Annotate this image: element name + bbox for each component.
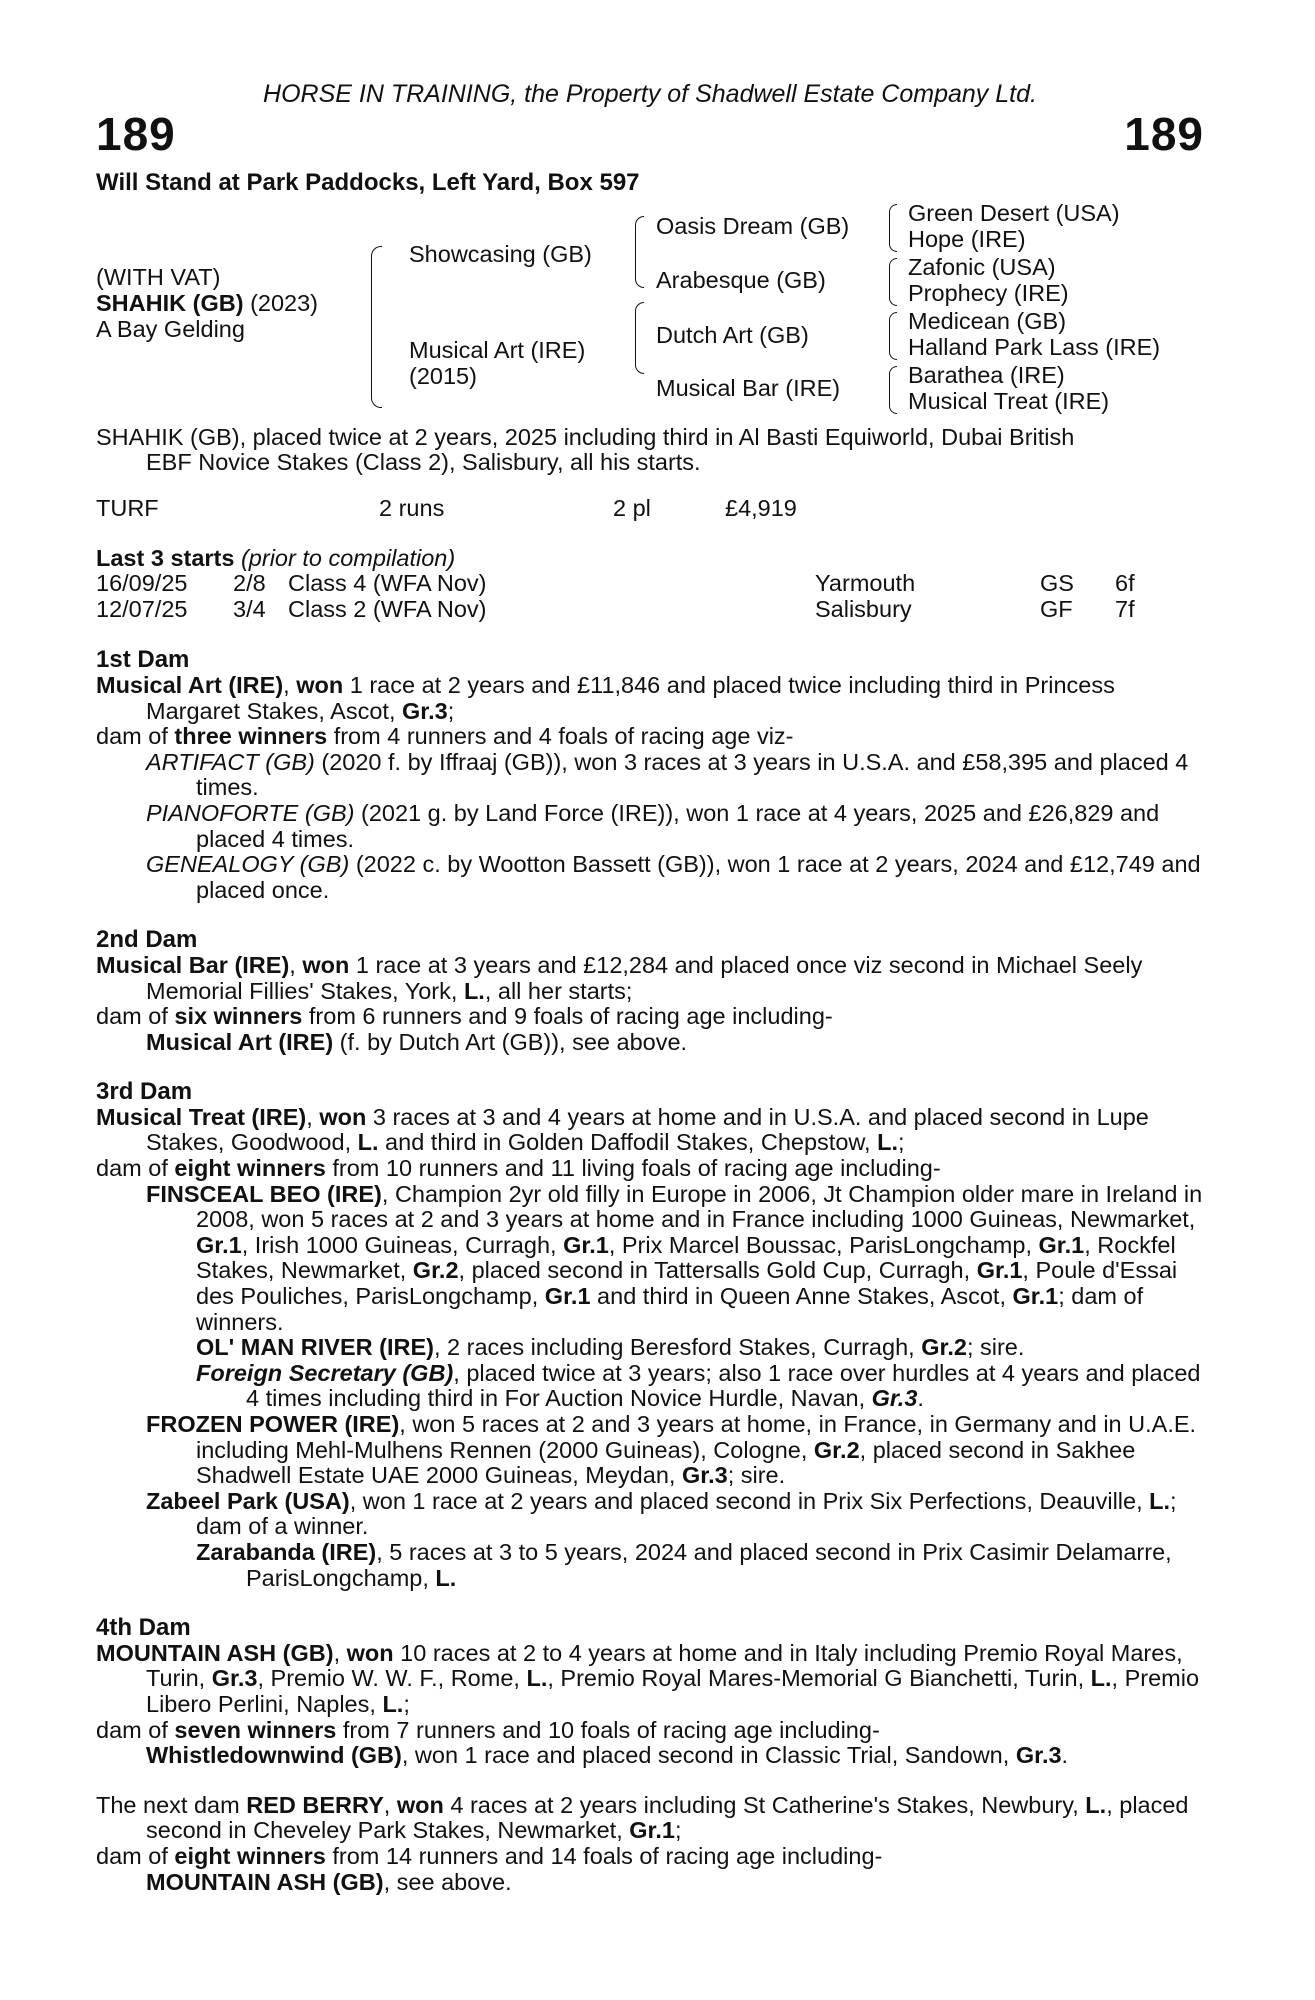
progeny-name: GENEALOGY (GB) <box>146 851 350 878</box>
stand-location: Will Stand at Park Paddocks, Left Yard, Box 597 <box>96 169 640 196</box>
start-class: Class 4 (WFA Nov) <box>288 570 487 597</box>
third-dam-heading: 3rd Dam <box>96 1078 193 1106</box>
start-course: Yarmouth <box>815 570 916 597</box>
progeny-name: OL' MAN RIVER (IRE) <box>196 1334 434 1361</box>
progeny-text: , placed second in Sakhee Shadwell Estate UAE 2000 Guineas, Meydan, <box>196 1436 1136 1489</box>
start-date: 12/07/25 <box>96 596 188 623</box>
progeny-entry <box>96 1489 1204 1540</box>
record-placed: 2 pl <box>613 494 651 521</box>
produce-text: from 14 runners and 14 foals of racing age including- <box>325 1842 883 1869</box>
produce-text: dam of <box>96 1155 175 1182</box>
listed-label: L. <box>357 1129 379 1156</box>
progeny-name: PIANOFORTE (GB) <box>146 799 355 826</box>
grade-label: Gr.3 <box>871 1385 918 1412</box>
record-text: , Premio Libero Perlini, Naples, <box>146 1665 1200 1717</box>
sire: Showcasing (GB) <box>409 240 592 267</box>
grade-label: Gr.1 <box>563 1231 609 1258</box>
progeny-text: , 2 races including Beresford Stakes, Curragh, <box>433 1334 922 1361</box>
dam-name: MOUNTAIN ASH (GB) <box>96 1639 334 1666</box>
record-text: ; <box>675 1817 682 1844</box>
fourth-dam-section <box>96 1615 1204 1769</box>
grade-label: Gr.1 <box>976 1257 1023 1284</box>
progeny-text: and third in Queen Anne Stakes, Ascot, <box>590 1283 1013 1310</box>
grade-label: Gr.2 <box>921 1334 967 1361</box>
dam-year: (2015) <box>409 362 477 389</box>
winners-count: six winners <box>174 1003 303 1030</box>
g-brace-1 <box>889 204 897 252</box>
grade-label: Gr.3 <box>402 697 448 724</box>
progeny-name: MOUNTAIN ASH (GB) <box>146 1868 384 1895</box>
progeny-entry <box>96 1870 1204 1896</box>
produce-text: dam of <box>96 1842 175 1869</box>
produce-text: dam of <box>96 1003 175 1030</box>
vat-note: (WITH VAT) <box>96 263 221 290</box>
progeny-entry <box>96 1030 1204 1056</box>
g-brace-3 <box>889 312 897 360</box>
grade-label: Gr.1 <box>629 1817 675 1844</box>
listed-label: L. <box>877 1129 899 1156</box>
dam-name: RED BERRY <box>246 1791 384 1818</box>
listed-label: L. <box>1090 1665 1112 1692</box>
progeny-name: FINSCEAL BEO (IRE) <box>146 1180 382 1207</box>
summary-line-2: EBF Novice Stakes (Class 2), Salisbury, all his starts. <box>146 449 701 476</box>
record-earnings: £4,919 <box>725 494 797 521</box>
granddam-line-6: Halland Park Lass (IRE) <box>908 333 1161 360</box>
progeny-name: Musical Art (IRE) <box>146 1028 334 1055</box>
winners-count: eight winners <box>174 1842 326 1869</box>
last-starts-note: (prior to compilation) <box>240 544 456 571</box>
second-dam-produce-line <box>96 1004 1204 1030</box>
horse-summary <box>96 425 1204 476</box>
g-brace-2 <box>889 258 897 306</box>
first-dam-section <box>96 647 1204 903</box>
lot-number-row <box>96 108 1204 160</box>
race-record <box>96 496 1204 522</box>
record-text: , Premio W. W. F., Rome, <box>257 1665 527 1692</box>
progeny-text: (f. by Dutch Art (GB)), see above. <box>333 1028 688 1055</box>
next-dam-produce-line <box>96 1844 1204 1870</box>
next-dam-section <box>96 1793 1204 1895</box>
progeny-text: . <box>1061 1742 1069 1769</box>
progeny-text: ; sire. <box>727 1462 786 1489</box>
grade-label: Gr.3 <box>681 1462 728 1489</box>
progeny-text: (2020 f. by Iffraaj (GB)), won 3 races at 3 years in U.S.A. and £58,395 and placed 4 times. <box>196 748 1189 801</box>
third-dam-produce-line <box>96 1156 1204 1182</box>
grade-label: Gr.1 <box>196 1231 242 1258</box>
progeny-text: , Champion 2yr old filly in Europe in 2006, Jt Champion older mare in Ireland in 2008, won 5 races at 2 and 3 years at home and in France including 1000 Guineas, Newmarket, <box>196 1180 1203 1233</box>
start-going: GF <box>1040 596 1073 623</box>
produce-text: from 6 runners and 9 foals of racing age including- <box>302 1003 833 1030</box>
horse-year: (2023) <box>250 289 318 316</box>
record-surface: TURF <box>96 494 159 521</box>
progeny-name: Whistledownwind (GB) <box>146 1742 402 1769</box>
progeny-text: , Irish 1000 Guineas, Curragh, <box>241 1231 564 1258</box>
winners-count: seven winners <box>174 1716 337 1743</box>
last-start-row <box>96 597 1204 623</box>
listed-label: L. <box>1149 1487 1171 1514</box>
second-dam-heading: 2nd Dam <box>96 926 198 954</box>
granddam-line-8: Musical Treat (IRE) <box>908 387 1110 414</box>
third-dam-record: Musical Treat (IRE), won 3 races at 3 and 4 years at home and in U.S.A. and placed second in Lupe Stakes, Goodwood, L. and third in Golden Daffodil Stakes, Chepstow, L.; <box>96 1103 1149 1156</box>
record-text: , Premio Royal Mares-Memorial G Bianchetti, Turin, <box>547 1665 1091 1692</box>
progeny-name: FROZEN POWER (IRE) <box>146 1411 400 1437</box>
progeny-text: , Prix Marcel Boussac, ParisLongchamp, <box>608 1231 1039 1258</box>
sire-dam-brace <box>371 246 382 408</box>
progeny-text: , 5 races at 3 to 5 years, 2024 and placed second in Prix Casimir Delamarre, ParisLongchamp, <box>246 1538 1172 1591</box>
progeny-name: Zabeel Park (USA) <box>146 1487 350 1514</box>
start-position: 3/4 <box>233 596 266 623</box>
lot-number-left: 189 <box>96 108 176 160</box>
start-class: Class 2 (WFA Nov) <box>288 596 487 623</box>
progeny-entry <box>96 1412 1204 1489</box>
horse-name-line <box>96 291 318 317</box>
start-course: Salisbury <box>815 596 912 623</box>
progeny-entry <box>96 801 1204 852</box>
record-text: 1 race at 3 years and £12,284 and placed once viz second in Michael Seely Memorial Fillies' Stakes, York, <box>146 951 1143 1004</box>
progeny-text: , placed second in Tattersalls Gold Cup, Curragh, <box>458 1257 977 1284</box>
page-header-title: HORSE IN TRAINING, the Property of Shadwell Estate Company Ltd. <box>263 80 1037 108</box>
record-text: 4 races at 2 years including St Catherine's Stakes, Newbury, <box>443 1791 1086 1818</box>
granddam-line-1: Green Desert (USA) <box>908 199 1120 226</box>
third-dam-section <box>96 1079 1204 1591</box>
granddam-line-3: Zafonic (USA) <box>908 253 1056 280</box>
record-text: 10 races at 2 to 4 years at home and in Italy including Premio Royal Mares, Turin, <box>146 1639 1183 1692</box>
record-text: , all her starts; <box>484 977 633 1004</box>
progeny-text: ; sire. <box>966 1334 1025 1361</box>
progeny-entry <box>96 852 1204 903</box>
dam-name: Musical Treat (IRE) <box>96 1103 307 1130</box>
g-brace-4 <box>889 366 897 414</box>
dam-name: Musical Bar (IRE) <box>96 951 290 978</box>
record-text: , placed second in Cheveley Park Stakes, Newmarket, <box>146 1791 1189 1844</box>
grade-label: Gr.2 <box>813 1436 860 1463</box>
first-dam-record: Musical Art (IRE), won 1 race at 2 years and £11,846 and placed twice including third in Princess Margaret Stakes, Ascot, Gr.3; <box>96 671 1115 724</box>
fourth-dam-heading: 4th Dam <box>96 1614 191 1642</box>
progeny-name: Foreign Secretary (GB) <box>196 1359 454 1386</box>
progeny-text: , Rockfel Stakes, Newmarket, <box>196 1231 1176 1284</box>
record-text: ; <box>403 1690 410 1717</box>
last-start-row <box>96 571 1204 597</box>
horse-description: A Bay Gelding <box>96 315 245 342</box>
won-label: won <box>296 671 344 698</box>
progeny-name: Zarabanda (IRE) <box>196 1538 377 1565</box>
record-text: The next dam <box>96 1791 247 1818</box>
horse-name: SHAHIK (GB) <box>96 289 244 316</box>
progeny-entry <box>96 750 1204 801</box>
grade-label: Gr.1 <box>1012 1283 1059 1310</box>
sire-sire: Oasis Dream (GB) <box>656 212 850 239</box>
record-text: ; <box>447 697 455 724</box>
record-text: and third in Golden Daffodil Stakes, Chepstow, <box>378 1129 878 1156</box>
start-distance: 6f <box>1115 570 1135 597</box>
grandprogeny-entry <box>96 1540 1204 1591</box>
dam-dam: Musical Bar (IRE) <box>656 374 841 401</box>
lot-number-right: 189 <box>1124 108 1204 160</box>
record-text: 3 races at 3 and 4 years at home and in U.S.A. and placed second in Lupe Stakes, Goodwood, <box>146 1103 1149 1156</box>
summary-line-1: SHAHIK (GB), placed twice at 2 years, 2025 including third in Al Basti Equiworld, Dubai British <box>96 423 1075 450</box>
produce-text: dam of <box>96 1716 175 1743</box>
record-text: 1 race at 2 years and £11,846 and placed twice including third in Princess Margaret Stakes, Ascot, <box>146 671 1115 724</box>
dam-sire: Dutch Art (GB) <box>656 321 809 348</box>
winners-count: eight winners <box>174 1155 326 1182</box>
grade-label: Gr.3 <box>211 1665 258 1692</box>
progeny-text: , see above. <box>383 1868 512 1895</box>
grade-label: Gr.1 <box>1038 1231 1085 1258</box>
progeny-entry <box>96 1182 1204 1336</box>
start-going: GS <box>1040 570 1074 597</box>
start-date: 16/09/25 <box>96 570 188 597</box>
listed-label: L. <box>526 1665 548 1692</box>
start-distance: 7f <box>1115 596 1135 623</box>
record-runs: 2 runs <box>379 494 445 521</box>
pedigree-chart <box>96 198 1204 423</box>
listed-label: L. <box>463 977 485 1004</box>
won-label: won <box>302 951 350 978</box>
sire-dam: Arabesque (GB) <box>656 266 826 293</box>
granddam-line-5: Medicean (GB) <box>908 307 1067 334</box>
produce-text: from 4 runners and 4 foals of racing age viz- <box>327 723 794 750</box>
next-dam-record: The next dam RED BERRY, won 4 races at 2 years including St Catherine's Stakes, Newbury, L., placed second in Cheveley Park Stakes, Newmarket, Gr.1; <box>96 1791 1189 1844</box>
fourth-dam-record: MOUNTAIN ASH (GB), won 10 races at 2 to 4 years at home and in Italy including Premio Royal Mares, Turin, Gr.3, Premio W. W. F., Rome, L., Premio Royal Mares-Memorial G Bianchetti, Turin, L., Premio Libero Perlini, Naples, L.; <box>96 1639 1200 1717</box>
grandprogeny-entry <box>96 1361 1204 1412</box>
progeny-text: . <box>917 1385 924 1412</box>
listed-label: L. <box>1085 1791 1107 1818</box>
last-starts-heading: Last 3 starts <box>96 544 235 571</box>
start-position: 2/8 <box>233 570 266 597</box>
listed-label: L. <box>435 1564 457 1591</box>
sire-parents-brace <box>635 216 644 288</box>
produce-text: from 10 runners and 11 living foals of racing age including- <box>325 1155 941 1182</box>
first-dam-produce-line <box>96 724 1204 750</box>
first-dam-heading: 1st Dam <box>96 646 190 674</box>
grandprogeny-entry <box>96 1335 1204 1361</box>
listed-label: L. <box>382 1690 404 1717</box>
granddam-line-7: Barathea (IRE) <box>908 361 1065 388</box>
second-dam-record: Musical Bar (IRE), won 1 race at 3 years and £12,284 and placed once viz second in Michael Seely Memorial Fillies' Stakes, York, L., all her starts; <box>96 951 1143 1004</box>
produce-text: dam of <box>96 723 175 750</box>
granddam-line-2: Hope (IRE) <box>908 225 1026 252</box>
granddam-line-4: Prophecy (IRE) <box>908 279 1069 306</box>
progeny-text: ; dam of winners. <box>196 1283 1144 1335</box>
dam-parents-brace <box>635 302 644 374</box>
progeny-text: , Poule d'Essai des Pouliches, ParisLongchamp, <box>196 1257 1178 1310</box>
progeny-text: , won 1 race at 2 years and placed second in Prix Six Perfections, Deauville, <box>349 1487 1150 1514</box>
grade-label: Gr.1 <box>544 1283 591 1310</box>
progeny-text: , won 1 race and placed second in Classic Trial, Sandown, <box>401 1742 1016 1769</box>
progeny-text: (2022 c. by Wootton Bassett (GB)), won 1 race at 2 years, 2024 and £12,749 and placed once. <box>196 851 1201 903</box>
grade-label: Gr.3 <box>1015 1742 1062 1769</box>
won-label: won <box>396 1791 444 1818</box>
grade-label: Gr.2 <box>412 1257 459 1284</box>
won-label: won <box>346 1639 394 1666</box>
progeny-text: ; dam of a winner. <box>196 1487 1177 1540</box>
progeny-name: ARTIFACT (GB) <box>146 748 315 775</box>
dam-name: Musical Art (IRE) <box>96 671 284 698</box>
second-dam-section <box>96 927 1204 1055</box>
produce-text: from 7 runners and 10 foals of racing age including- <box>336 1716 880 1743</box>
progeny-entry <box>96 1743 1204 1769</box>
won-label: won <box>319 1103 367 1130</box>
last-starts-heading-line <box>96 546 1204 572</box>
fourth-dam-produce-line <box>96 1718 1204 1744</box>
progeny-text: , placed twice at 3 years; also 1 race over hurdles at 4 years and placed 4 times including third in For Auction Novice Hurdle, Navan, <box>246 1359 1201 1412</box>
progeny-text: (2021 g. by Land Force (IRE)), won 1 race at 4 years, 2025 and £26,829 and placed 4 times. <box>196 799 1160 852</box>
catalogue-page <box>96 80 1204 1895</box>
winners-count: three winners <box>174 723 328 750</box>
record-text: ; <box>898 1129 905 1156</box>
progeny-text: , won 5 races at 2 and 3 years at home, in France, in Germany and in U.A.E. including Mehl-Mulhens Rennen (2000 Guineas), Cologne, <box>196 1411 1197 1463</box>
dam: Musical Art (IRE) <box>409 336 586 363</box>
